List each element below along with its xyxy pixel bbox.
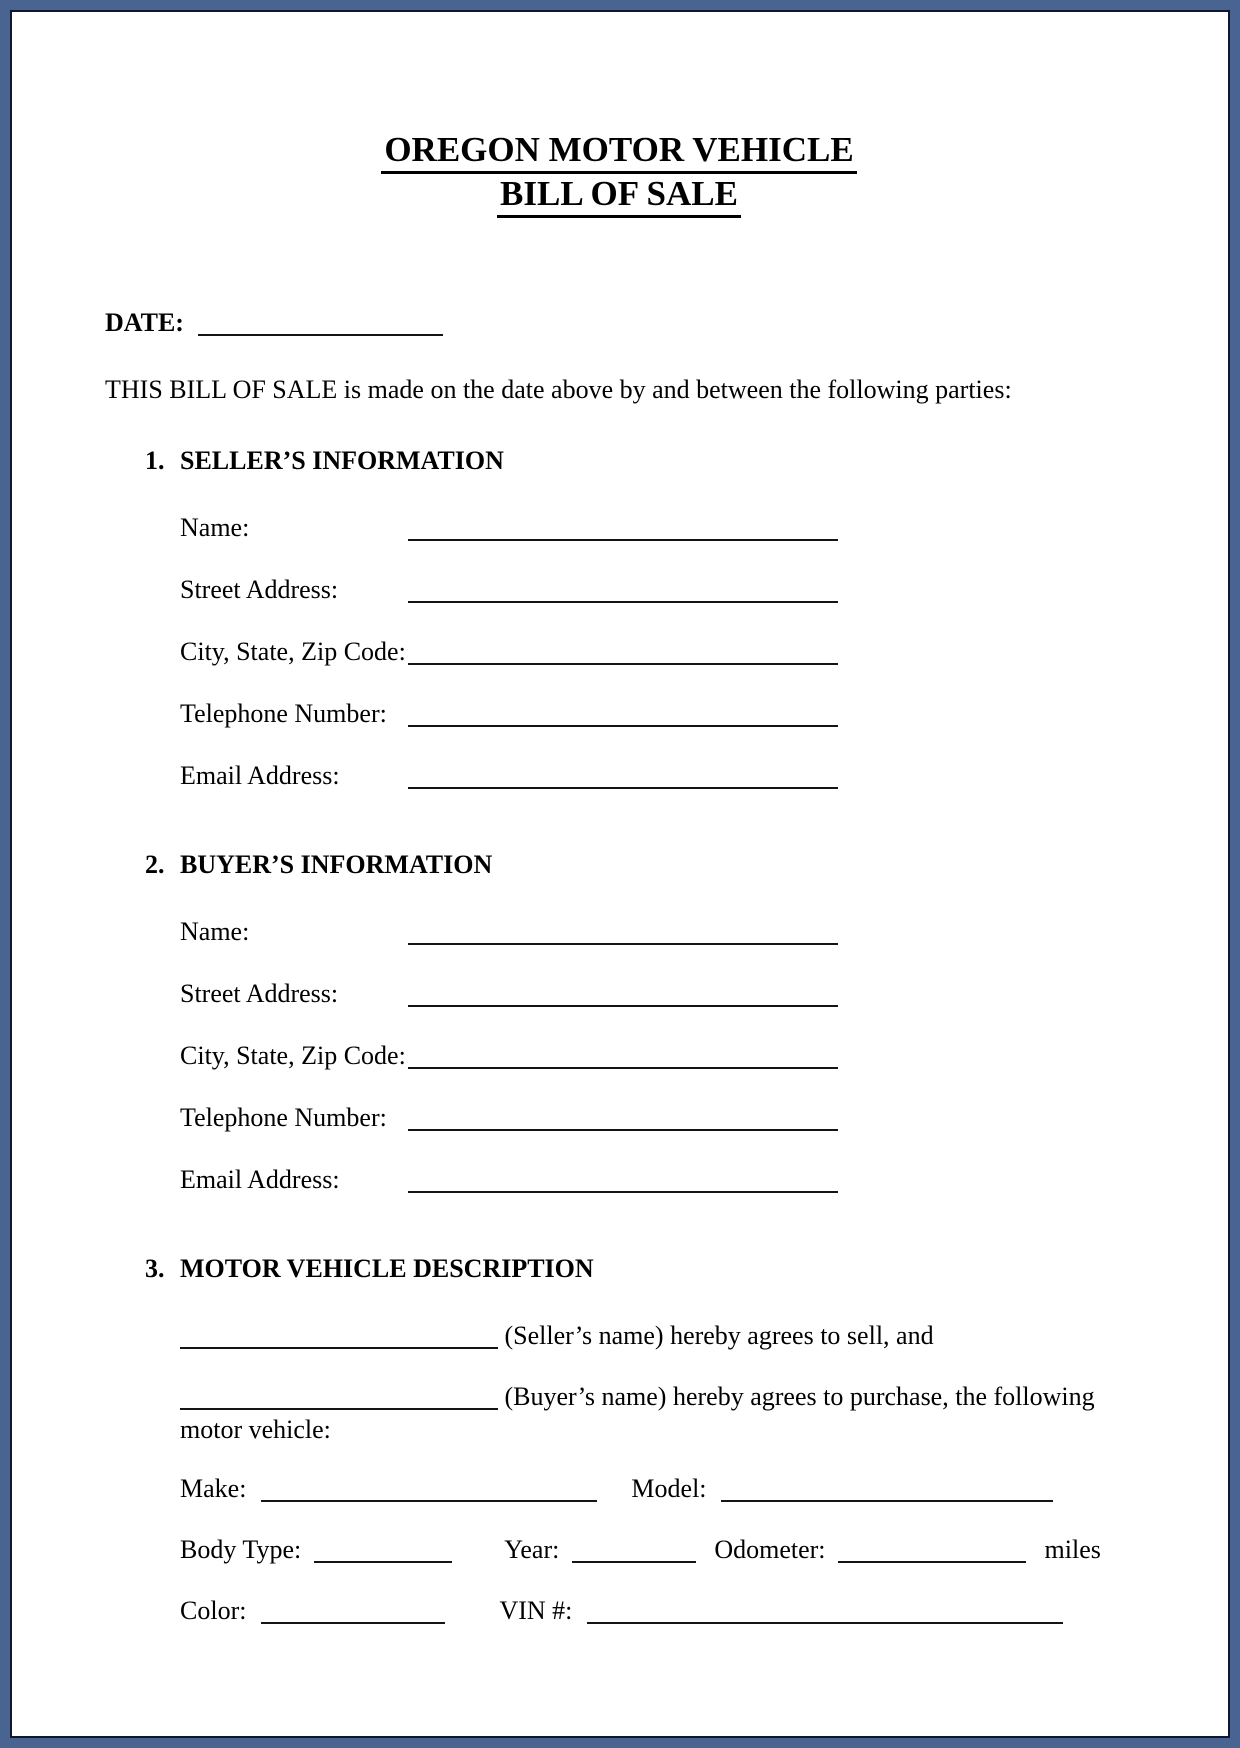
model-input-line[interactable] (721, 1496, 1053, 1502)
field-row-buyer-city-state-zip (180, 1039, 1133, 1072)
buyer-telephone-label: Telephone Number: (180, 1103, 387, 1132)
date-label: DATE: (105, 308, 184, 337)
vin-input-line[interactable] (587, 1618, 1063, 1624)
section-1-title: SELLER’S INFORMATION (180, 446, 504, 475)
document-title-line-2: BILL OF SALE (497, 174, 741, 218)
buyer-name-input-line[interactable] (408, 939, 838, 945)
document-title (105, 130, 1133, 218)
field-row-seller-email (180, 759, 1133, 792)
body-type-label: Body Type: (180, 1535, 302, 1564)
buyer-telephone-input-line[interactable] (408, 1125, 838, 1131)
model-label: Model: (631, 1474, 707, 1503)
buyer-street-address-label: Street Address: (180, 979, 339, 1008)
buyer-name-label: Name: (180, 917, 250, 946)
buyer-email-label: Email Address: (180, 1165, 340, 1194)
section-2-heading (145, 848, 1133, 881)
seller-telephone-input-line[interactable] (408, 721, 838, 727)
seller-agreement-text: (Seller’s name) hereby agrees to sell, and (504, 1321, 934, 1350)
miles-label: miles (1044, 1535, 1101, 1564)
field-row-buyer-telephone (180, 1101, 1133, 1134)
document-title-line-1: OREGON MOTOR VEHICLE (381, 130, 856, 174)
odometer-label: Odometer: (714, 1535, 826, 1564)
field-row-seller-city-state-zip (180, 635, 1133, 668)
buyers-name-blank-line[interactable] (180, 1404, 498, 1410)
section-3-number: 3. (145, 1254, 165, 1283)
sellers-name-agreement-row (180, 1319, 1133, 1352)
section-1-number: 1. (145, 446, 165, 475)
document-page (10, 10, 1230, 1738)
color-vin-row (180, 1594, 1133, 1627)
section-3-title: MOTOR VEHICLE DESCRIPTION (180, 1254, 594, 1283)
odometer-input-line[interactable] (838, 1557, 1026, 1563)
year-label: Year: (504, 1535, 560, 1564)
buyer-email-input-line[interactable] (408, 1187, 838, 1193)
color-input-line[interactable] (261, 1618, 445, 1624)
field-row-buyer-name (180, 915, 1133, 948)
field-row-seller-name (180, 511, 1133, 544)
seller-name-input-line[interactable] (408, 535, 838, 541)
seller-street-address-input-line[interactable] (408, 597, 838, 603)
field-row-seller-street (180, 573, 1133, 606)
buyers-name-agreement-row (180, 1380, 1133, 1446)
color-label: Color: (180, 1596, 247, 1625)
field-row-buyer-street (180, 977, 1133, 1010)
buyer-city-state-zip-input-line[interactable] (408, 1063, 838, 1069)
sellers-name-blank-line[interactable] (180, 1343, 498, 1349)
buyer-street-address-input-line[interactable] (408, 1001, 838, 1007)
make-input-line[interactable] (261, 1496, 597, 1502)
field-row-seller-telephone (180, 697, 1133, 730)
make-label: Make: (180, 1474, 247, 1503)
section-2-number: 2. (145, 850, 165, 879)
body-type-input-line[interactable] (314, 1557, 452, 1563)
date-row (105, 306, 1133, 339)
seller-telephone-label: Telephone Number: (180, 699, 387, 728)
seller-city-state-zip-input-line[interactable] (408, 659, 838, 665)
make-model-row (180, 1472, 1133, 1505)
intro-paragraph: THIS BILL OF SALE is made on the date above by and between the following parties: (105, 375, 1012, 404)
buyer-city-state-zip-label: City, State, Zip Code: (180, 1041, 406, 1070)
buyer-agreement-text: (Buyer’s name) hereby agrees to purchase, the following (504, 1382, 1095, 1411)
date-input-line[interactable] (198, 330, 443, 336)
year-input-line[interactable] (572, 1557, 696, 1563)
buyer-agreement-continuation: motor vehicle: (180, 1415, 331, 1444)
seller-name-label: Name: (180, 513, 250, 542)
body-year-odometer-row (180, 1533, 1133, 1566)
seller-street-address-label: Street Address: (180, 575, 339, 604)
section-3-heading (145, 1252, 1133, 1285)
section-2-title: BUYER’S INFORMATION (180, 850, 493, 879)
section-1-heading (145, 444, 1133, 477)
vin-label: VIN #: (499, 1596, 573, 1625)
seller-city-state-zip-label: City, State, Zip Code: (180, 637, 406, 666)
seller-email-input-line[interactable] (408, 783, 838, 789)
seller-email-label: Email Address: (180, 761, 340, 790)
field-row-buyer-email (180, 1163, 1133, 1196)
